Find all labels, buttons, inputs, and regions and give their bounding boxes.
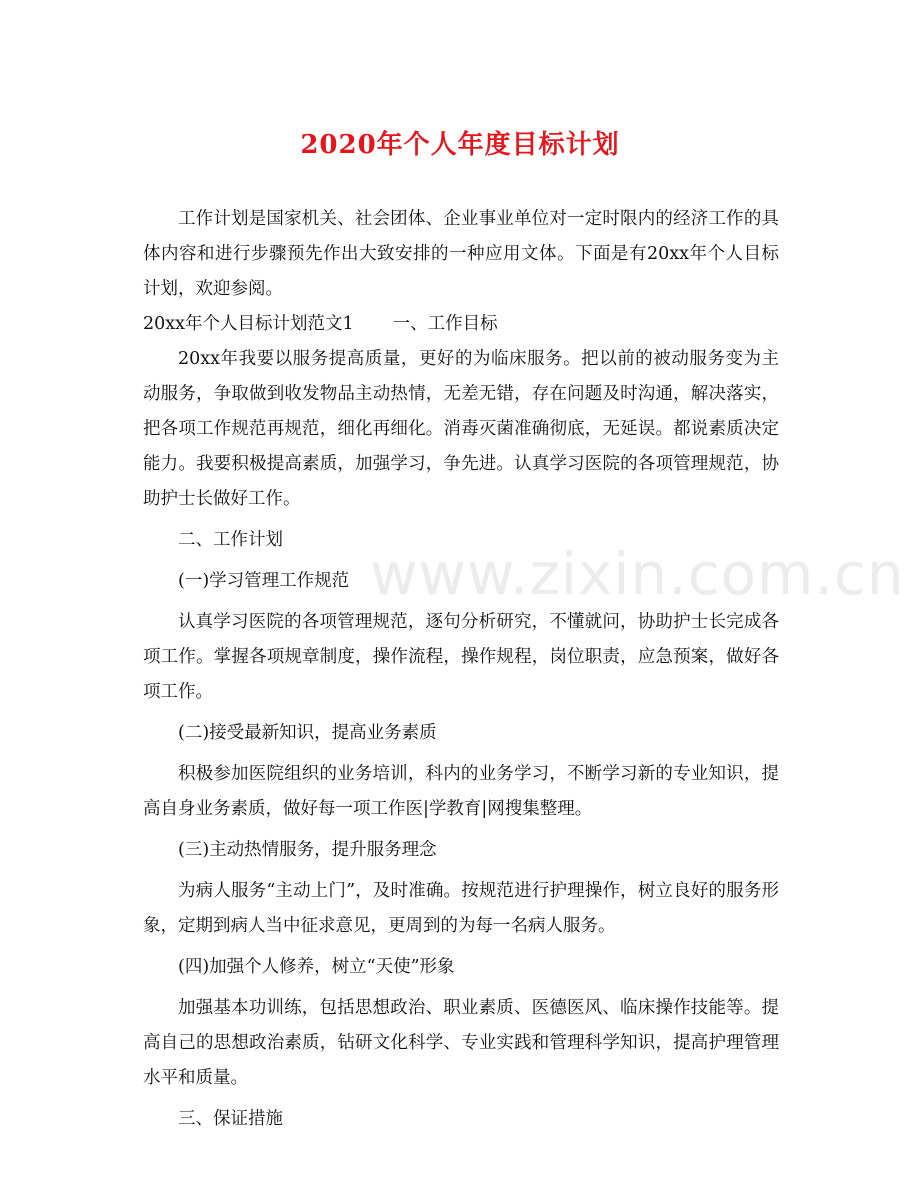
subheading-1: (一)学习管理工作规范 <box>178 571 350 591</box>
document-title: 2020年个人年度目标计划 <box>300 130 620 160</box>
section-heading-sample: 20xx年个人目标计划范文1 一、工作目标 <box>143 314 498 334</box>
paragraph-3: 为病人服务“主动上门”，及时准确。按规范进行护理操作，树立良好的服务形象，定期到病人当中征求意见，更周到的为每一名病人服务。 <box>143 881 779 936</box>
subheading-2: (二)接受最新知识，提高业务素质 <box>178 723 437 743</box>
section-heading-plan: 二、工作计划 <box>178 530 283 550</box>
paragraph-2: 积极参加医院组织的业务培训，科内的业务学习，不断学习新的专业知识，提高自身业务素质，做好每一项工作医|学教育|网搜集整理。 <box>143 764 779 819</box>
section-heading-measures: 三、保证措施 <box>178 1109 283 1129</box>
document-body <box>143 202 779 1137</box>
intro-paragraph: 工作计划是国家机关、社会团体、企业事业单位对一定时限内的经济工作的具体内容和进行步骤预先作出大致安排的一种应用文体。下面是有20xx年个人目标计划，欢迎参阅。 <box>143 209 779 299</box>
goal-paragraph: 20xx年我要以服务提高质量，更好的为临床服务。把以前的被动服务变为主动服务，争取做到收发物品主动热情，无差无错，存在问题及时沟通，解决落实，把各项工作规范再规范，细化再细化。消毒灭菌准确彻底，无延误。都说素质决定能力。我要积极提高素质，加强学习，争先进。认真学习医院的各项管理规范，协助护士长做好工作。 <box>143 349 779 509</box>
paragraph-4: 加强基本功训练，包括思想政治、职业素质、医德医风、临床操作技能等。提高自己的思想政治素质，钻研文化科学、专业实践和管理科学知识，提高护理管理水平和质量。 <box>143 998 779 1088</box>
paragraph-1: 认真学习医院的各项管理规范，逐句分析研究，不懂就问，协助护士长完成各项工作。掌握各项规章制度，操作流程，操作规程，岗位职责，应急预案，做好各项工作。 <box>143 612 779 702</box>
subheading-4: (四)加强个人修养，树立“天使”形象 <box>178 957 455 977</box>
subheading-3: (三)主动热情服务，提升服务理念 <box>178 840 437 860</box>
watermark: www.zixin.com.cn <box>370 540 905 608</box>
